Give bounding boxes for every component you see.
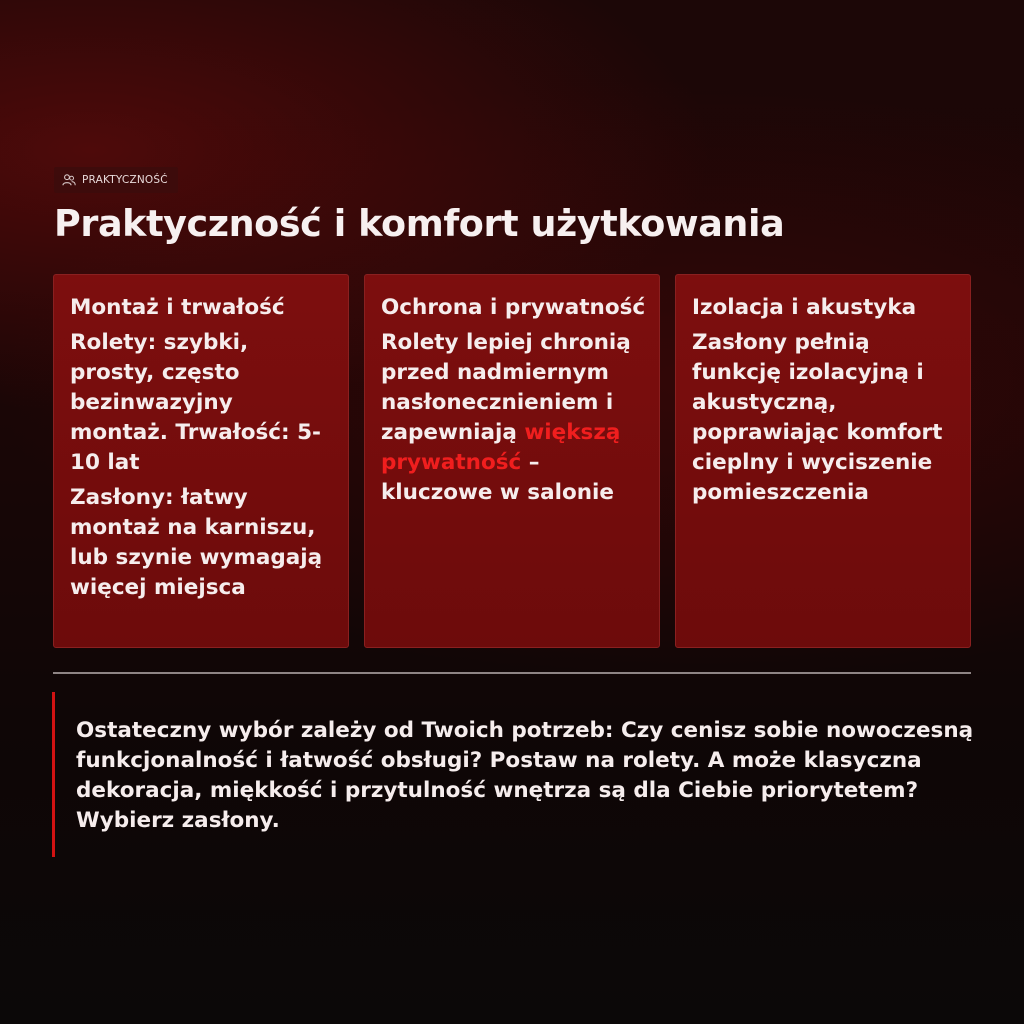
card-text-part: Rolety lepiej chronią przed nadmiernym nasłonecznieniem i zapewniają xyxy=(381,330,631,445)
card-text-part: – kluczowe w salonie xyxy=(381,450,614,505)
category-tag-label: PRAKTYCZNOŚĆ xyxy=(82,174,168,186)
card-heading: Montaż i trwałość xyxy=(70,295,285,320)
card-izolacja xyxy=(675,274,971,648)
users-icon xyxy=(62,173,76,187)
card-ochrona xyxy=(364,274,660,648)
card-text-highlight: większą prywatność xyxy=(381,420,621,475)
card-text: Rolety: szybki, prosty, często bezinwazyjny montaż. Trwałość: 5-10 lat xyxy=(70,330,321,475)
card-montaz xyxy=(53,274,349,648)
card-text xyxy=(381,328,647,508)
summary-quote: Ostateczny wybór zależy od Twoich potrzeb: Czy cenisz sobie nowoczesną funkcjonalność i łatwość obsługi? Postaw na rolety. A może klasyczna dekoracja, miękkość i przytulność wnętrza są dla Ciebie priorytetem? Wybierz zasłony. xyxy=(76,718,974,833)
card-heading: Ochrona i prywatność xyxy=(381,295,646,320)
quote-accent-bar xyxy=(52,692,55,857)
section-divider xyxy=(53,672,971,674)
card-text: Zasłony: łatwy montaż na karniszu, lub szynie wymagają więcej miejsca xyxy=(70,485,323,600)
category-tag xyxy=(54,167,178,193)
card-heading: Izolacja i akustyka xyxy=(692,295,917,320)
page-title: Praktyczność i komfort użytkowania xyxy=(54,202,785,245)
card-text: Zasłony pełnią funkcję izolacyjną i akustyczną, poprawiając komfort cieplny i wyciszenie pomieszczenia xyxy=(692,330,943,505)
